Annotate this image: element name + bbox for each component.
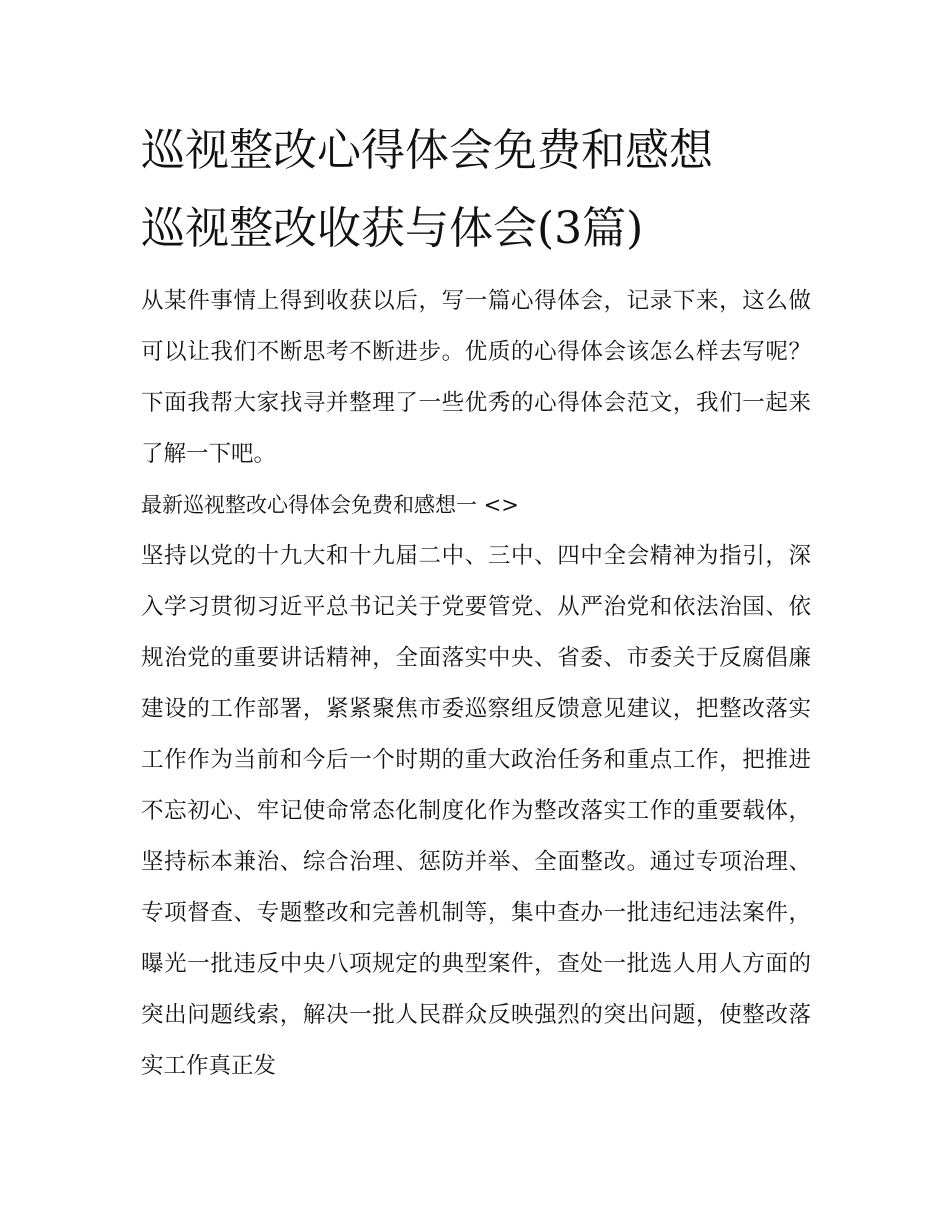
document-title bbox=[141, 112, 841, 268]
title-line-1: 巡视整改心得体会免费和感想 bbox=[141, 125, 713, 176]
section-paragraph: 坚持以党的十九大和十九届二中、三中、四中全会精神为指引，深入学习贯彻习近平总书记关于党要管党、从严治党和依法治国、依规治党的重要讲话精神，全面落实中央、省委、市委关于反腐倡廉建设的工作部署，紧紧聚焦市委巡察组反馈意见建议，把整改落实工作作为当前和今后一个时期的重大政治任务和重点工作，把推进不忘初心、牢记使命常态化制度化作为整改落实工作的重要载体，坚持标本兼治、综合治理、惩防并举、全面整改。通过专项治理、专项督查、专题整改和完善机制等，集中查办一批违纪违法案件，曝光一批违反中央八项规定的典型案件，查处一批选人用人方面的突出问题线索，解决一批人民群众反映强烈的突出问题，使整改落实工作真正发 bbox=[141, 543, 811, 1079]
intro-paragraph: 从某件事情上得到收获以后，写一篇心得体会，记录下来，这么做可以让我们不断思考不断进步。优质的心得体会该怎么样去写呢？下面我帮大家找寻并整理了一些优秀的心得体会范文，我们一起来了解一下吧。 bbox=[141, 288, 811, 467]
title-line-2: 巡视整改收获与体会(3篇) bbox=[141, 203, 644, 254]
document-body bbox=[141, 276, 811, 1092]
section-heading: 最新巡视整改心得体会免费和感想一 <> bbox=[141, 493, 519, 517]
